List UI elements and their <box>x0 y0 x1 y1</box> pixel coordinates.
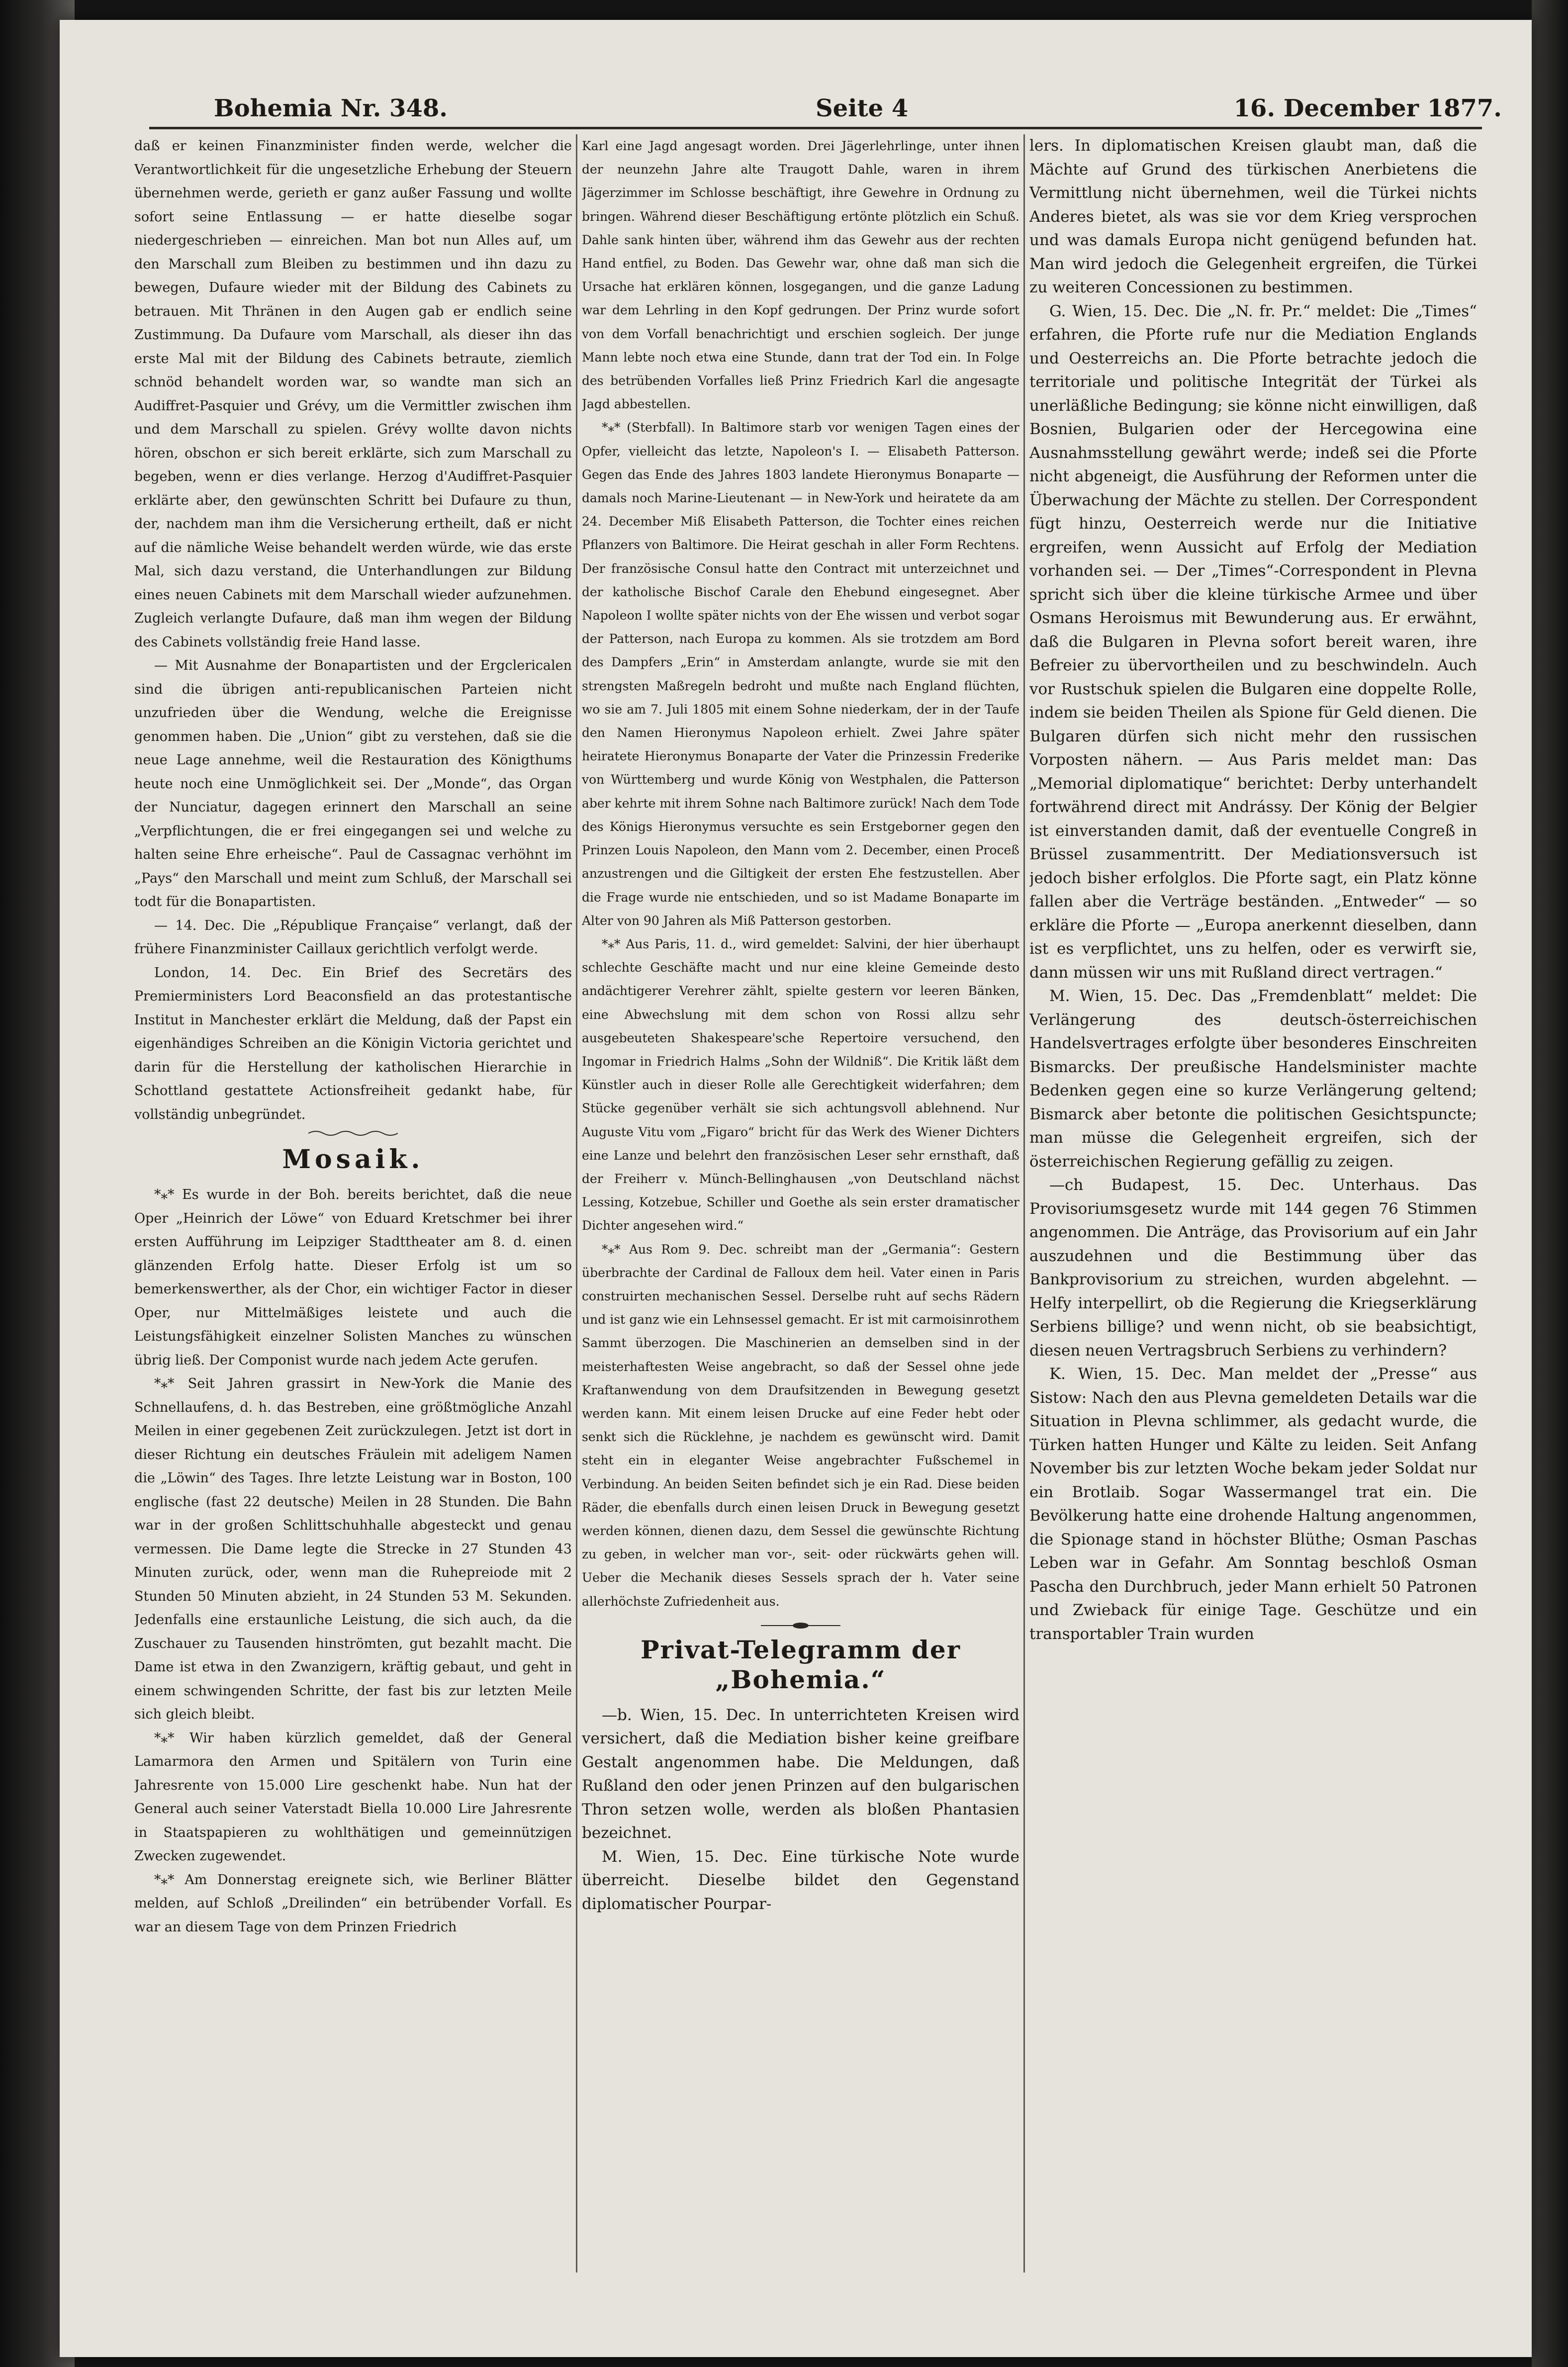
telegram-item: M. Wien, 15. Dec. Eine türkische Note wurde überreicht. Dieselbe bildet den Gegenstand diplomatischer Pourpar- <box>582 1847 1019 1913</box>
article-paragraph: Karl eine Jagd angesagt worden. Drei Jägerlehrlinge, unter ihnen der neunzehn Jahre alte Traugott Dahle, waren in ihrem Jägerzimmer im Schlosse beschäftigt, ihre Gewehre in Ordnung zu bringen. Während dieser Beschäftigung ertönte plötzlich ein Schuß. Dahle sank hinten über, während ihm das Gewehr aus der rechten Hand entfiel, zu Boden. Das Gewehr war, ohne daß man sich die Ursache hat erklären können, losgegangen, und die ganze Ladung war dem Lehrling in den Kopf gedrungen. Der Prinz wurde sofort von dem Vorfall benachrichtigt und erschien sogleich. Der junge Mann lebte noch etwa eine Stunde, dann trat der Tod ein. In Folge des betrübenden Vorfalles ließ Prinz Friedrich Karl die angesagte Jagd abbestellen. <box>582 139 1019 412</box>
telegram-item: K. Wien, 15. Dec. Man meldet der „Presse“ aus Sistow: Nach den aus Plevna gemeldeten Details war die Situation in Plevna schlimmer, als gedacht wurde, die Türken hatten Hunger und Kälte zu leiden. Seit Anfang November bis zur letzten Woche bekam jeder Soldat nur ein Brotlaib. Sogar Wassermangel trat ein. Die Bevölkerung hatte eine drohende Haltung angenommen, die Spionage stand in höchster Blüthe; Osman Paschas Leben war in Gefahr. Am Sonntag beschloß Osman Pascha den Durchbruch, jeder Mann erhielt 50 Patronen und Zwieback für einige Tage. Geschütze und ein transportabler Train wurden <box>1029 1365 1477 1643</box>
telegram-item: —ch Budapest, 15. Dec. Unterhaus. Das Provisoriumsgesetz wurde mit 144 gegen 76 Stimmen angenommen. Die Anträge, das Provisorium auf ein Jahr auszudehnen und die Bestimmung über das Bankprovisorium zu streichen, wurden abgelehnt. — Helfy interpellirt, ob die Regierung die Kriegserklärung Serbiens billige? und wenn nicht, ob sie beabsichtigt, diesen neuen Vertragsbruch Serbiens zu verhindern? <box>1029 1176 1477 1360</box>
telegram-item: G. Wien, 15. Dec. Die „N. fr. Pr.“ meldet: Die „Times“ erfahren, die Pforte rufe nur die Mediation Englands und Oesterreichs an. Die Pforte betrachte jedoch die territoriale und politische Integrität der Türkei als unerläßliche Bedingung; sie könne nicht einwilligen, daß Bosnien, Bulgarien oder der Hercegowina eine Ausnahmsstellung gewährt werde; indeß sei die Pforte nicht abgeneigt, die Ausführung der Reformen unter die Überwachung der Mächte zu stellen. Der Correspondent fügt hinzu, Oesterreich werde nur die Initiative ergreifen, wenn Aussicht auf Erfolg der Mediation vorhanden sei. — Der „Times“-Correspondent in Plevna spricht sich über die kleine türkische Armee und über Osmans Heroismus mit Bewunderung aus. Er erwähnt, daß die Bulgaren in Plevna sofort bereit waren, ihre Befreier zu übervortheilen und zu beschwindeln. Auch vor Rustschuk spielen die Bulgaren eine doppelte Rolle, indem sie beiden Theilen als Spione für Geld dienen. Die Bulgaren dürfen sich nicht mehr den russischen Vorposten nähern. — Aus Paris meldet man: Das „Memorial diplomatique“ berichtet: Derby unterhandelt fortwährend direct mit Andrássy. Der König der Belgier ist einverstanden damit, daß der eventuelle Congreß in Brüssel zusammentritt. Der Mediationsversuch ist jedoch bisher erfolglos. Die Pforte sagt, ein Platz könne fallen aber die Verträge beständen. „Entweder“ — so erkläre die Pforte — „Europa anerkennt dieselben, dann ist es verpflichtet, uns zu helfen, oder es verwirft sie, dann müssen wir uns mit Rußland direct vertragen.“ <box>1029 302 1477 982</box>
article-paragraph: — 14. Dec. Die „République Française“ verlangt, daß der frühere Finanzminister Caillaux gerichtlich verfolgt werde. <box>134 917 572 957</box>
header-page-number: Seite 4 <box>816 94 909 122</box>
column-divider-1 <box>576 134 577 2273</box>
article-paragraph: London, 14. Dec. Ein Brief des Secretärs des Premierministers Lord Beaconsfield an das protestantische Institut in Manchester erklärt die Meldung, daß der Papst ein eigenhändiges Schreiben an die Königin Victoria gerichtet und darin für die Herstellung der katholischen Hierarchie in Schottland gestattete Actionsfreiheit gedankt habe, für vollständig unbegründet. <box>134 965 572 1122</box>
telegram-item: lers. In diplomatischen Kreisen glaubt man, daß die Mächte auf Grund des türkischen Anerbietens die Vermittlung nicht übernehmen, weil die Türkei nichts Anderes bietet, als was sie vor dem Krieg versprochen und was damals Europa nicht genügend befunden hat. Man wird jedoch die Gelegenheit ergreifen, die Türkei zu weiteren Concessionen zu bestimmen. <box>1029 137 1477 296</box>
mosaik-item: *⁎* Seit Jahren grassirt in New-York die Manie des Schnellaufens, d. h. das Bestreben, eine größtmögliche Anzahl Meilen in einer gegebenen Zeit zurückzulegen. Jetzt ist dort in dieser Richtung ein deutsches Fräulein mit adeligem Namen die „Löwin“ des Tages. Ihre letzte Leistung war in Boston, 100 englische (fast 22 deutsche) Meilen in 28 Stunden. Die Bahn war in der großen Schlittschuhhalle abgesteckt und genau vermessen. Die Dame legte die Strecke in 27 Stunden 43 Minuten zurück, oder, wenn man die Ruhepreiode mit 2 Stunden 50 Minuten abzieht, in 24 Stunden 53 M. Sekunden. Jedenfalls eine erstaunliche Leistung, die sich auch, da die Zuschauer zu Tausenden hinströmten, gut bezahlt macht. Die Dame ist etwa in den Zwanzigern, kräftig gebaut, und geht in einem schwingenden Schritte, der fast bis zur letzten Meile sich gleich bleibt. <box>134 1376 572 1722</box>
scan-right-edge <box>1532 0 1568 2367</box>
mosaik-item: *⁎* Es wurde in der Boh. bereits berichtet, daß die neue Oper „Heinrich der Löwe“ von Eduard Kretschmer bei ihrer ersten Aufführung im Leipziger Stadttheater am 8. d. einen glänzenden Erfolg hatte. Dieser Erfolg ist um so bemerkenswerther, als der Chor, ein wichtiger Factor in dieser Oper, nur Mittelmäßiges leistete und auch die Leistungsfähigkeit einzelner Solisten Manches zu wünschen übrig ließ. Der Componist wurde nach jedem Acte gerufen. <box>134 1187 572 1368</box>
mosaik-item: *⁎* Wir haben kürzlich gemeldet, daß der General Lamarmora den Armen und Spitälern von Turin eine Jahresrente von 15.000 Lire geschenkt habe. Nun hat der General auch seiner Vaterstadt Biella 10.000 Lire Jahresrente in Staatspapieren zu wohlthätigen und gemeinnützigen Zwecken zugewendet. <box>134 1730 572 1864</box>
telegram-heading: Privat-Telegramm der „Bohemia.“ <box>640 1635 961 1694</box>
column-2 <box>582 134 1019 2273</box>
article-paragraph: *⁎* Aus Paris, 11. d., wird gemeldet: Salvini, der hier überhaupt schlechte Geschäfte macht und nur eine kleine Gemeinde desto andächtigerer Verehrer zählt, spielte gestern vor leeren Bänken, eine Abwechslung mit dem schon von Rossi allzu sehr ausgebeuteten Shakespeare'sche Repertoire versuchend, den Ingomar in Friedrich Halms „Sohn der Wildniß“. Die Kritik läßt dem Künstler auch in dieser Rolle alle Gerechtigkeit widerfahren; dem Stücke gegenüber verhält sie sich achtungsvoll ablehnend. Nur Auguste Vitu vom „Figaro“ bricht für das Werk des Wiener Dichters eine Lanze und belehrt den französischen Leser sehr ernsthaft, daß der Freiherr v. Münch-Bellinghausen „von Deutschland nächst Lessing, Kotzebue, Schiller und Goethe als sein erster dramatischer Dichter angesehen wird.“ <box>582 936 1019 1233</box>
section-ornament <box>308 1129 398 1137</box>
article-paragraph: *⁎* (Sterbfall). In Baltimore starb vor wenigen Tagen eines der Opfer, vielleicht das letzte, Napoleon's I. — Elisabeth Patterson. Gegen das Ende des Jahres 1803 landete Hieronymus Bonaparte — damals noch Marine-Lieutenant — in New-York und heiratete da am 24. December Miß Elisabeth Patterson, die Tochter eines reichen Pflanzers von Baltimore. Die Heirat geschah in aller Form Rechtens. Der französische Consul hatte den Contract mit unterzeichnet und der katholische Bischof Carale den Ehebund eingesegnet. Aber Napoleon I wollte später nichts von der Ehe wissen und verbot sogar der Patterson, nach Europa zu kommen. Als sie trotzdem am Bord des Dampfers „Erin“ in Amsterdam anlangte, wurde sie mit den strengsten Maßregeln bedroht und mußte nach England flüchten, wo sie am 7. Juli 1805 mit einem Sohne niederkam, der in der Taufe den Namen Hieronymus Napoleon erhielt. Zwei Jahre später heiratete Hieronymus Bonaparte der Vater die Prinzessin Frederike von Württemberg und wurde König von Westphalen, die Patterson aber kehrte mit ihrem Sohne nach Baltimore zurück! Nach dem Tode des Königs Hieronymus versuchte es sein Erstgeborner gegen den Prinzen Louis Napoleon, den Mann vom 2. December, einen Proceß anzustrengen und die Giltigkeit der ersten Ehe festzustellen. Aber die Frage wurde nie entschieden, und so ist Madame Bonaparte im Alter von 90 Jahren als Miß Patterson gestorben. <box>582 420 1019 928</box>
header-publication: Bohemia Nr. 348. <box>214 94 448 122</box>
article-paragraph: *⁎* Aus Rom 9. Dec. schreibt man der „Germania“: Gestern überbrachte der Cardinal de Falloux dem heil. Vater einen in Paris construirten mechanischen Sessel. Derselbe ruht auf sechs Rädern und ist ganz wie ein Lehnsessel gemacht. Er ist mit carmoisinrothem Sammt überzogen. Die Maschinerien an demselben sind in der meisterhaftesten Weise angebracht, so daß der Sessel ohne jede Kraftanwendung von dem Draufsitzenden in Bewegung gesetzt werden kann. Mit einem leisen Drucke auf eine Feder hebt oder senkt sich die Rücklehne, je nachdem es gewünscht wird. Damit steht ein in eleganter Weise angebrachter Fußschemel in Verbindung. An beiden Seiten befindet sich je ein Rad. Diese beiden Räder, die ebenfalls durch einen leisen Druck in Bewegung gesetzt werden können, dienen dazu, dem Sessel die gewünschte Richtung zu geben, in welcher man vor-, seit- oder rückwärts gehen will. Ueber die Mechanik dieses Sessels sprach der h. Vater seine allerhöchste Zufriedenheit aus. <box>582 1242 1019 1609</box>
page-header <box>99 85 1522 139</box>
section-title-mosaik: Mosaik. <box>282 1144 424 1175</box>
column-divider-2 <box>1023 134 1025 2273</box>
column-3 <box>1029 134 1477 2273</box>
article-paragraph: — Mit Ausnahme der Bonapartisten und der Ergclericalen sind die übrigen anti-republicanischen Parteien nicht unzufrieden über die Wendung, welche die Ereignisse genommen haben. Die „Union“ gibt zu verstehen, daß sie die neue Lage annehme, weil die Restauration des Königthums heute noch eine Unmöglichkeit sei. Der „Monde“, das Organ der Nunciatur, dagegen erinnert den Marschall an seine „Verpflichtungen, die er frei eingegangen sei und welche zu halten seine Ehre erheische“. Paul de Cassagnac verhöhnt im „Pays“ den Marschall und meint zum Schluß, der Marschall sei todt für die Bonapartisten. <box>134 658 572 910</box>
telegram-item: M. Wien, 15. Dec. Das „Fremdenblatt“ meldet: Die Verlängerung des deutsch-österreichischen Handelsvertrages erfolgte über besonderes Einschreiten Bismarcks. Der preußische Handelsminister machte Bedenken gegen eine so kurze Verlängerung geltend; Bismarck aber betonte die politischen Gesichtspuncte; man müsse die Gelegenheit ergreifen, sich der österreichischen Regierung gefällig zu zeigen. <box>1029 987 1477 1171</box>
telegram-item: —b. Wien, 15. Dec. In unterrichteten Kreisen wird versichert, daß die Mediation bisher keine greifbare Gestalt angenommen habe. Die Meldungen, daß Rußland den oder jenen Prinzen auf den bulgarischen Thron setzen wolle, werden als bloßen Phantasien bezeichnet. <box>582 1706 1019 1842</box>
header-rule <box>149 127 1482 129</box>
column-1 <box>134 134 572 2273</box>
mosaik-item: *⁎* Am Donnerstag ereignete sich, wie Berliner Blätter melden, auf Schloß „Dreilinden“ ein betrübender Vorfall. Es war an diesem Tage von dem Prinzen Friedrich <box>134 1872 572 1935</box>
separator-ornament <box>761 1622 840 1629</box>
header-date: 16. December 1877. <box>1233 94 1502 122</box>
article-paragraph: daß er keinen Finanzminister finden werde, welcher die Verantwortlichkeit für die ungesetzliche Erhebung der Steuern übernehmen werde, gerieth er ganz außer Fassung und wollte sofort seine Entlassung — er hatte dieselbe sogar niedergeschrieben — einreichen. Man bot nun Alles auf, um den Marschall zum Bleiben zu bestimmen und ihn dazu zu bewegen, Dufaure wieder mit der Bildung des Cabinets zu betrauen. Mit Thränen in den Augen gab er endlich seine Zustimmung. Da Dufaure vom Marschall, als dieser ihn das erste Mal mit der Bildung des Cabinets betraute, ziemlich schnöd behandelt worden war, so wandte man sich an Audiffret-Pasquier und Grévy, um die Vermittler zwischen ihm und dem Marschall zu spielen. Grévy wollte davon nichts hören, obschon er sich bereit erklärte, sich zum Marschall zu begeben, wenn er dies verlange. Herzog d'Audiffret-Pasquier erklärte aber, den gewünschten Schritt bei Dufaure zu thun, der, nachdem man ihm die Versicherung ertheilt, daß er nicht auf die nämliche Weise behandelt werden würde, wie das erste Mal, sich dazu verstand, die Unterhandlungen zur Bildung eines neuen Cabinets mit dem Marschall wieder aufzunehmen. Zugleich verlangte Dufaure, daß man ihm wegen der Bildung des Cabinets vollständig freie Hand lasse. <box>134 138 572 650</box>
